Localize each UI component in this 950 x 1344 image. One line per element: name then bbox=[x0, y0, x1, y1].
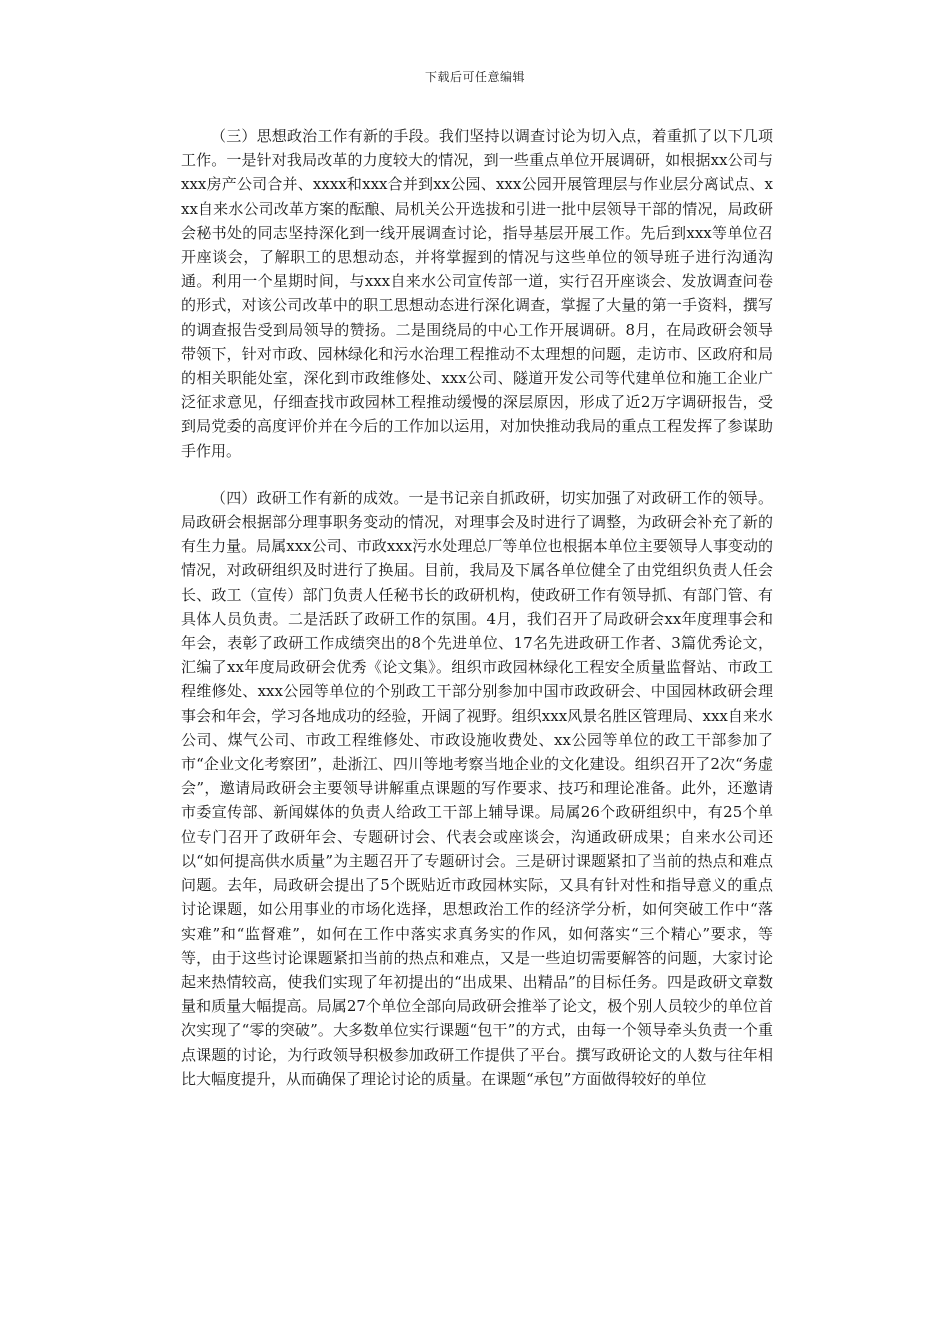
paragraph-section-four: （四）政研工作有新的成效。一是书记亲自抓政研，切实加强了对政研工作的领导。局政研会根据部分理事职务变动的情况，对理事会及时进行了调整，为政研会补充了新的有生力量。局属xxx公司、市政xxx污水处理总厂等单位也根据本单位主要领导人事变动的情况，对政研组织及时进行了换届。目前，我局及下属各单位健全了由党组织负责人任会长、政工（宣传）部门负责人任秘书长的政研机构，使政研工作有领导抓、有部门管、有具体人员负责。二是活跃了政研工作的氛围。4月，我们召开了局政研会xx年度理事会和年会，表彰了政研工作成绩突出的8个先进单位、17名先进政研工作者、3篇优秀论文，汇编了xx年度局政研会优秀《论文集》。组织市政园林绿化工程安全质量监督站、市政工程维修处、xxx公园等单位的个别政工干部分别参加中国市政政研会、中国园林政研会理事会和年会，学习各地成功的经验，开阔了视野。组织xxx风景名胜区管理局、xxx自来水公司、煤气公司、市政工程维修处、市政设施收费处、xx公园等单位的政工干部参加了市“企业文化考察团”，赴浙江、四川等地考察当地企业的文化建设。组织召开了2次“务虚会”，邀请局政研会主要领导讲解重点课题的写作要求、技巧和理论准备。此外，还邀请市委宣传部、新闻媒体的负责人给政工干部上辅导课。局属26个政研组织中，有25个单位专门召开了政研年会、专题研讨会、代表会或座谈会，沟通政研成果；自来水公司还以“如何提高供水质量”为主题召开了专题研讨会。三是研讨课题紧扣了当前的热点和难点问题。去年，局政研会提出了5个既贴近市政园林实际，又具有针对性和指导意义的重点讨论课题，如公用事业的市场化选择，思想政治工作的经济学分析，如何突破工作中“落实难”和“监督难”，如何在工作中落实求真务实的作风，如何落实“三个精心”要求，等等，由于这些讨论课题紧扣当前的热点和难点，又是一些迫切需要解答的问题，大家讨论起来热情较高，使我们实现了年初提出的“出成果、出精品”的目标任务。四是政研文章数量和质量大幅提高。局属27个单位全部向局政研会推举了论文，极个别人员较少的单位首次实现了“零的突破”。大多数单位实行课题“包干”的方式，由每一个领导牵头负责一个重点课题的讨论，为行政领导积极参加政研工作提供了平台。撰写政研论文的人数与往年相比大幅度提升，从而确保了理论讨论的质量。在课题“承包”方面做得较好的单位 bbox=[181, 488, 773, 1088]
document-body bbox=[181, 124, 773, 1091]
paragraph-section-three: （三）思想政治工作有新的手段。我们坚持以调查讨论为切入点，着重抓了以下几项工作。一是针对我局改革的力度较大的情况，到一些重点单位开展调研，如根据xx公司与xxx房产公司合并、xxxx和xxx合并到xx公园、xxx公园开展管理层与作业层分离试点、xxx自来水公司改革方案的酝酿、局机关公开选拔和引进一批中层领导干部的情况，局政研会秘书处的同志坚持深化到一线开展调查讨论，指导基层开展工作。先后到xxx等单位召开座谈会，了解职工的思想动态，并将掌握到的情况与这些单位的领导班子进行沟通沟通。利用一个星期时间，与xxx自来水公司宣传部一道，实行召开座谈会、发放调查问卷的形式，对该公司改革中的职工思想动态进行深化调查，掌握了大量的第一手资料，撰写的调查报告受到局领导的赞扬。二是围绕局的中心工作开展调研。8月，在局政研会领导带领下，针对市政、园林绿化和污水治理工程推动不太理想的问题，走访市、区政府和局的相关职能处室，深化到市政维修处、xxx公司、隧道开发公司等代建单位和施工企业广泛征求意见，仔细查找市政园林工程推动缓慢的深层原因，形成了近2万字调研报告，受到局党委的高度评价并在今后的工作加以运用，对加快推动我局的重点工程发挥了参谋助手作用。 bbox=[181, 127, 773, 460]
page-header-note: 下载后可任意编辑 bbox=[424, 70, 525, 84]
